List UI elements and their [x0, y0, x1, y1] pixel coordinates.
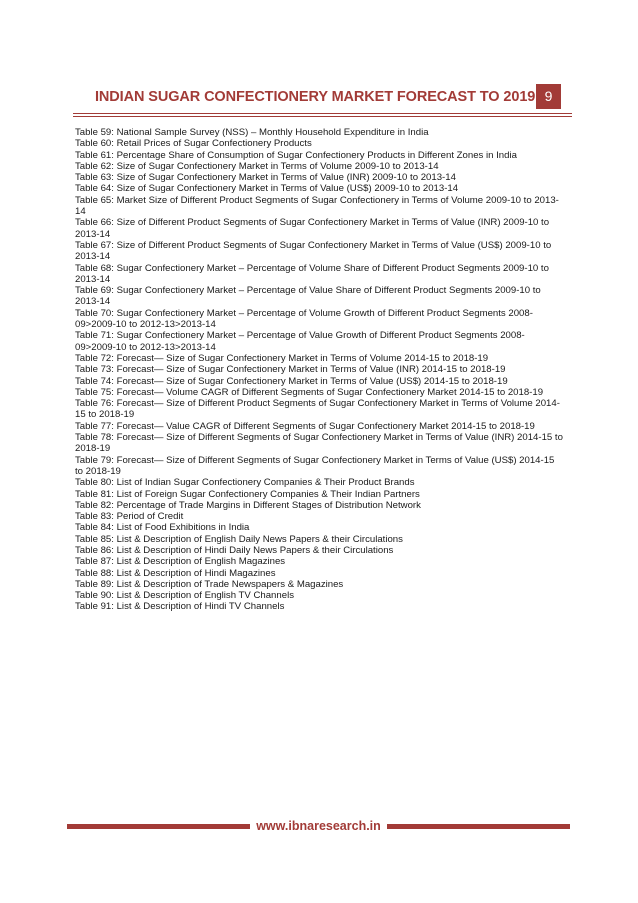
table-list-entry: Table 79: Forecast— Size of Different Segments of Sugar Confectionery Market in Terms of Value (US$) 2014-15 to 2018-19 — [75, 454, 555, 477]
table-list-entry: Table 67: Size of Different Product Segments of Sugar Confectionery Market in Terms of Value (US$) 2009-10 to 2013-14 — [75, 239, 552, 263]
table-list-entry: Table 89: List & Description of Trade Newspapers & Magazines — [75, 578, 344, 590]
table-list-entry: Table 81: List of Foreign Sugar Confectionery Companies & Their Indian Partners — [75, 488, 420, 500]
header-rule-top — [73, 113, 572, 114]
table-list-entry: Table 64: Size of Sugar Confectionery Market in Terms of Value (US$) 2009-10 to 2013-14 — [75, 183, 459, 195]
page-number-badge: 9 — [536, 84, 561, 109]
table-list-entry: Table 60: Retail Prices of Sugar Confectionery Products — [75, 138, 312, 150]
report-title: INDIAN SUGAR CONFECTIONERY MARKET FORECAST TO 2019 — [95, 89, 536, 105]
table-list-entry: Table 77: Forecast— Value CAGR of Different Segments of Sugar Confectionery Market 2014-15 to 2018-19 — [75, 420, 535, 432]
footer-bar-right — [387, 824, 570, 829]
footer-url-link[interactable]: www.ibnaresearch.in — [256, 819, 381, 833]
table-list-entry: Table 73: Forecast— Size of Sugar Confectionery Market in Terms of Value (INR) 2014-15 to 2018-19 — [75, 364, 506, 376]
table-list-entry: Table 91: List & Description of Hindi TV Channels — [75, 601, 285, 613]
table-list-entry: Table 71: Sugar Confectionery Market – Percentage of Value Growth of Different Product Segments 2008-09>2009-10 to 2012-13>2013-14 — [75, 330, 525, 353]
table-list-entry: Table 68: Sugar Confectionery Market – Percentage of Volume Share of Different Product Segments 2009-10 to 2013-14 — [75, 262, 549, 285]
table-list-entry: Table 70: Sugar Confectionery Market – Percentage of Volume Growth of Different Product Segments 2008-09>2009-10 to 2012-13>2013-14 — [75, 307, 533, 331]
table-list-entry: Table 74: Forecast— Size of Sugar Confectionery Market in Terms of Value (US$) 2014-15 to 2018-19 — [75, 375, 508, 387]
table-list-entry: Table 78: Forecast— Size of Different Segments of Sugar Confectionery Market in Terms of Value (INR) 2014-15 to 2018-19 — [75, 432, 563, 455]
table-list-entry: Table 75: Forecast— Volume CAGR of Different Segments of Sugar Confectionery Market 2014-15 to 2018-19 — [75, 386, 544, 398]
table-list-entry: Table 76: Forecast— Size of Different Product Segments of Sugar Confectionery Market in Terms of Volume 2014-15 to 2018-19 — [75, 398, 560, 421]
table-list — [75, 127, 565, 613]
table-list-entry: Table 87: List & Description of English Magazines — [75, 556, 286, 568]
table-list-entry: Table 82: Percentage of Trade Margins in Different Stages of Distribution Network — [75, 499, 421, 511]
table-list-entry: Table 63: Size of Sugar Confectionery Market in Terms of Value (INR) 2009-10 to 2013-14 — [75, 172, 456, 184]
footer-bar-left — [67, 824, 250, 829]
table-list-entry: Table 61: Percentage Share of Consumption of Sugar Confectionery Products in Different Zones in India — [75, 149, 517, 161]
table-list-entry: Table 59: National Sample Survey (NSS) – Monthly Household Expenditure in India — [75, 127, 429, 138]
table-list-entry: Table 83: Period of Credit — [75, 511, 184, 523]
table-list-entry: Table 69: Sugar Confectionery Market – Percentage of Value Share of Different Product Segments 2009-10 to 2013-14 — [75, 285, 541, 308]
header-rule-bottom — [73, 116, 572, 117]
table-list-entry: Table 90: List & Description of English TV Channels — [75, 590, 294, 602]
table-list-entry: Table 72: Forecast— Size of Sugar Confectionery Market in Terms of Volume 2014-15 to 2018-19 — [75, 352, 489, 364]
table-list-entry: Table 65: Market Size of Different Product Segments of Sugar Confectionery in Terms of Volume 2009-10 to 2013-14 — [75, 194, 559, 218]
table-list-entry: Table 85: List & Description of English Daily News Papers & their Circulations — [75, 533, 403, 545]
table-list-entry: Table 84: List of Food Exhibitions in India — [75, 522, 250, 534]
table-list-entry: Table 88: List & Description of Hindi Magazines — [75, 567, 276, 579]
table-list-entry: Table 66: Size of Different Product Segments of Sugar Confectionery Market in Terms of Value (INR) 2009-10 to 2013-14 — [75, 217, 550, 240]
table-list-entry: Table 62: Size of Sugar Confectionery Market in Terms of Volume 2009-10 to 2013-14 — [75, 160, 439, 172]
table-list-entry: Table 80: List of Indian Sugar Confectionery Companies & Their Product Brands — [75, 477, 415, 489]
table-list-entry: Table 86: List & Description of Hindi Daily News Papers & their Circulations — [75, 544, 394, 556]
